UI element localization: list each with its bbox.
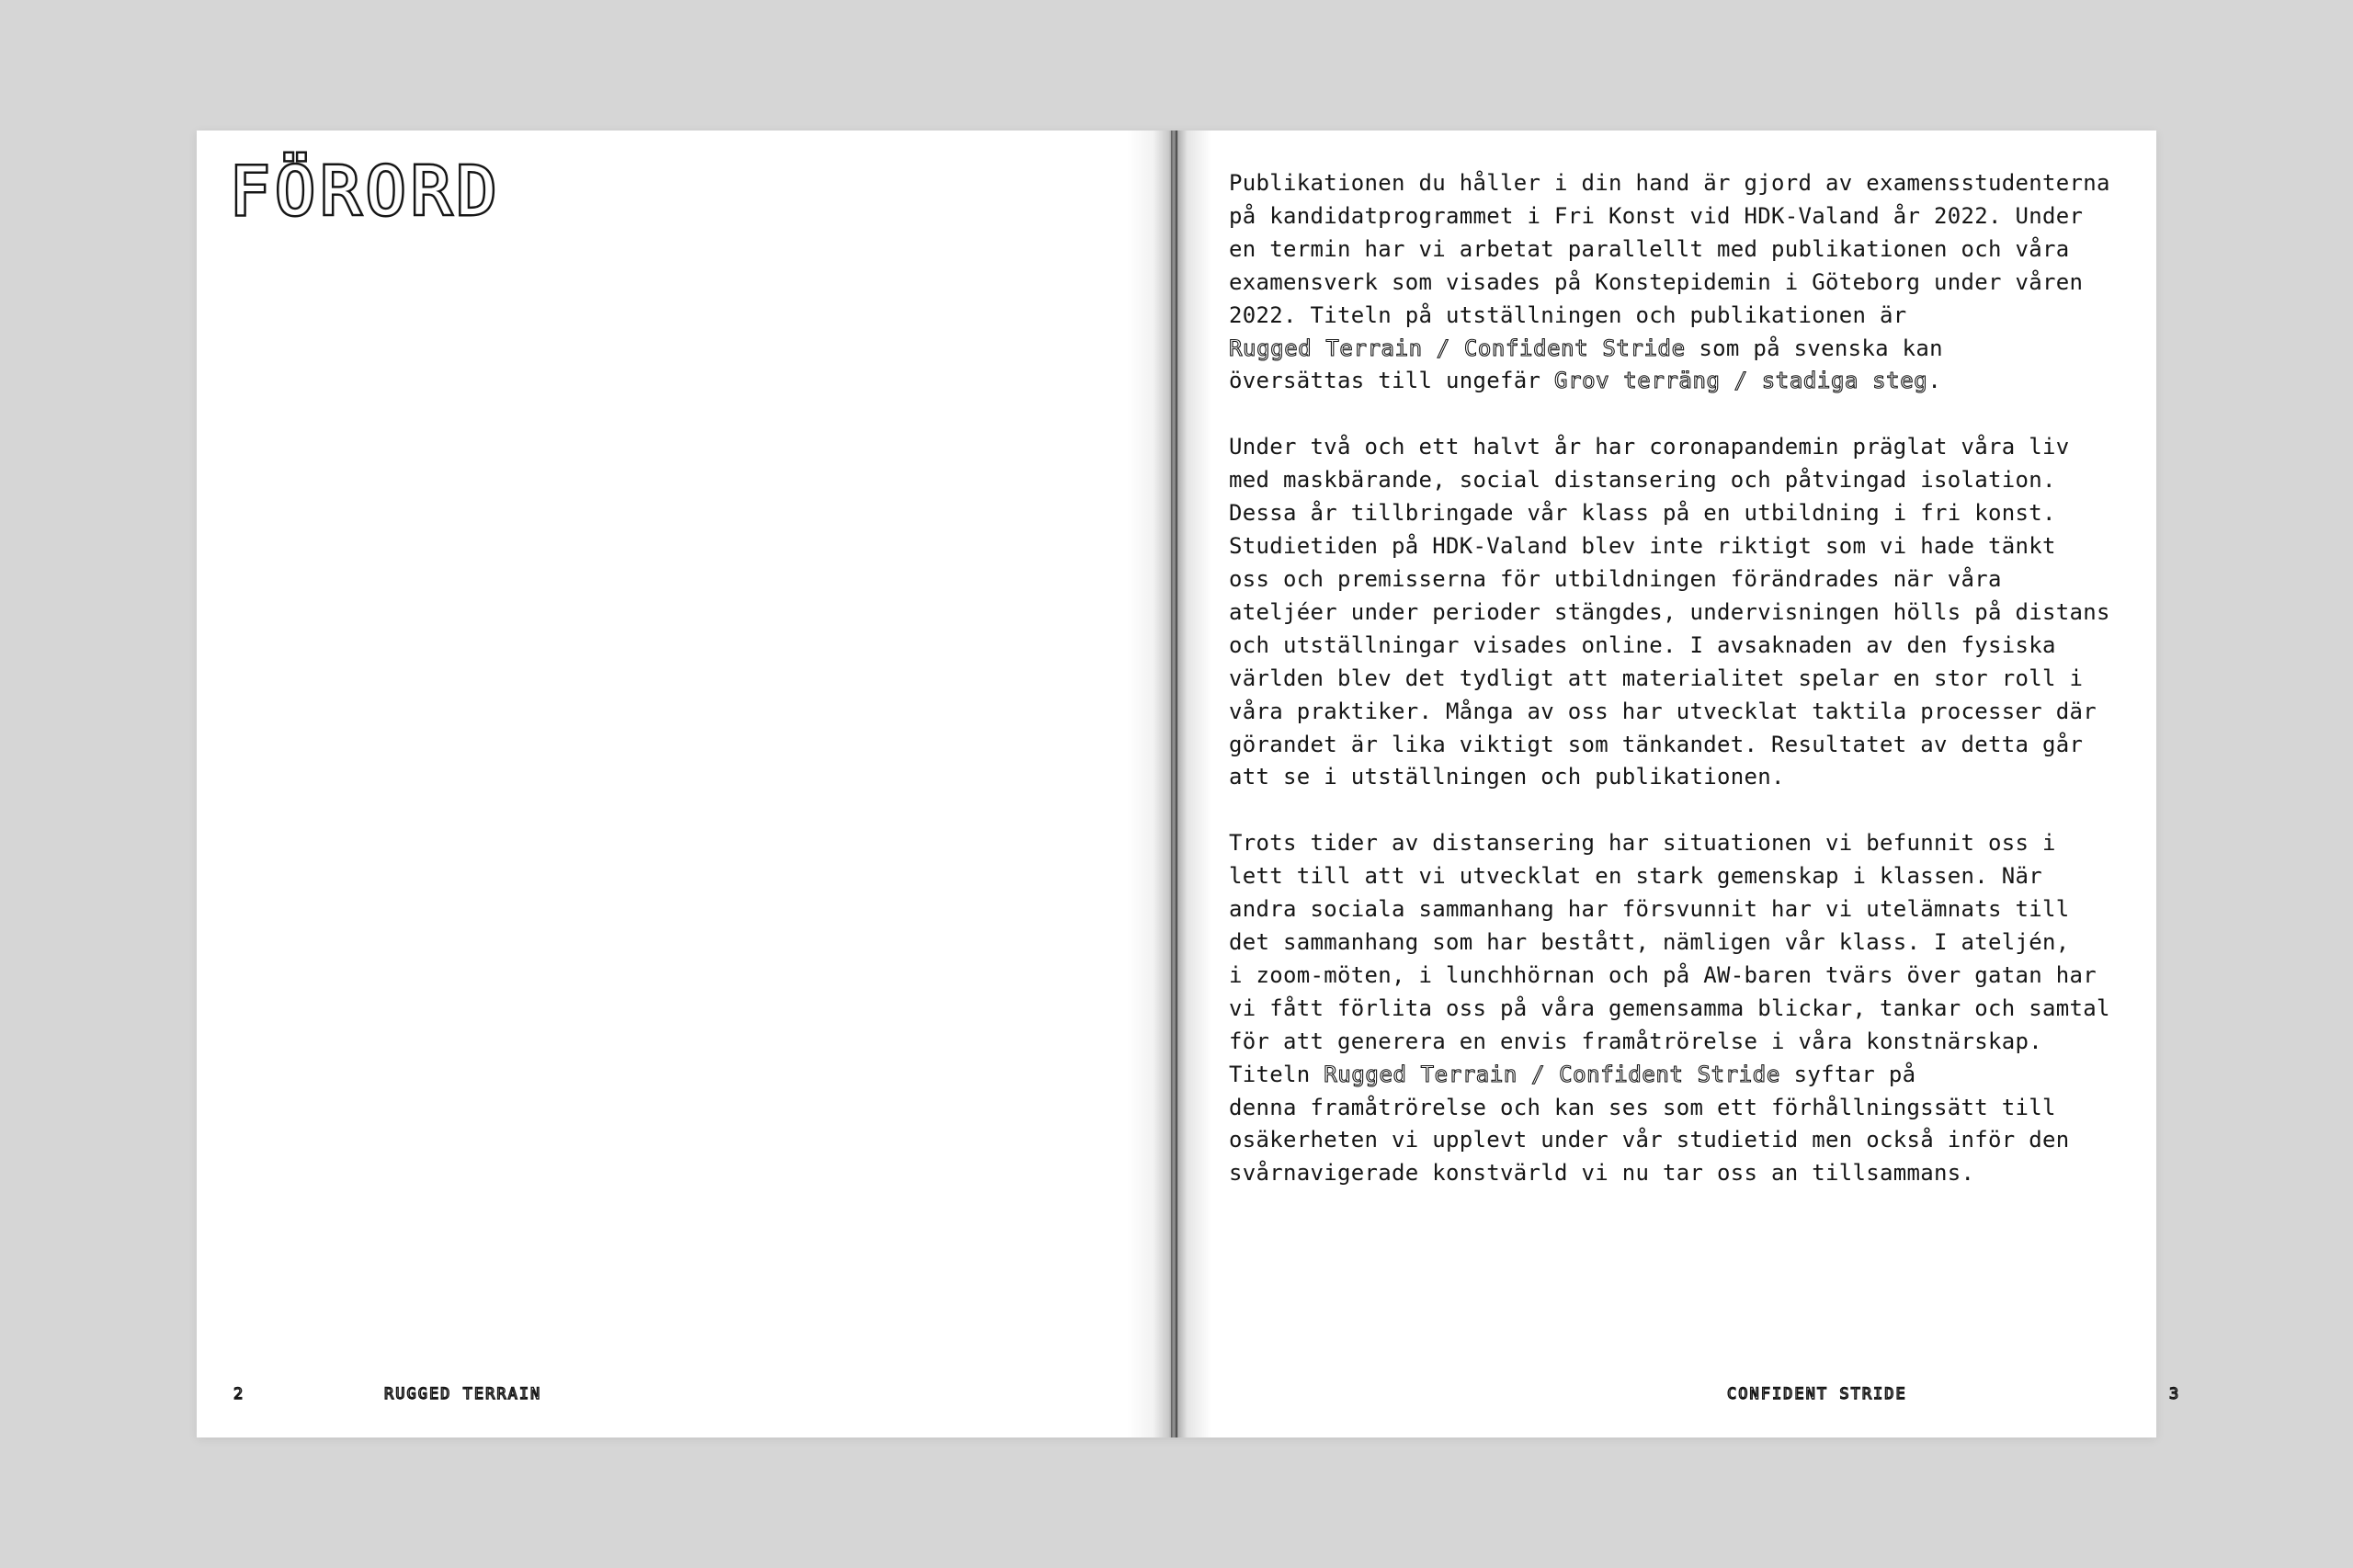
title-emphasis: Rugged Terrain / Confident Stride: [1324, 1061, 1780, 1087]
text-segment: Titeln: [1229, 1061, 1324, 1087]
text-line: [1229, 170, 2110, 196]
text-segment: denna framåtrörelse och kan ses som ett förhållningssätt till: [1229, 1094, 2056, 1120]
text-line: [1229, 896, 2069, 922]
text-line: [1229, 302, 1906, 328]
text-segment: Trots tider av distansering har situationen vi befunnit oss i: [1229, 830, 2056, 857]
body-paragraph: [1229, 167, 2139, 398]
text-line: [1229, 533, 2056, 559]
running-title-right: CONFIDENT STRIDE: [1727, 1385, 1907, 1403]
text-line: [1229, 1028, 2042, 1054]
text-segment: som på svenska kan: [1685, 335, 1943, 361]
text-line: [1229, 995, 2110, 1021]
text-line: [1229, 203, 2083, 229]
left-page-footer: [197, 1364, 1175, 1437]
text-segment: lett till att vi utvecklat en stark gemenskap i klassen. När: [1229, 863, 2042, 890]
title-emphasis: Rugged Terrain / Confident Stride: [1229, 335, 1686, 361]
text-segment: för att generera en envis framåtrörelse i våra konstnärskap.: [1229, 1028, 2042, 1054]
title-emphasis: Grov terräng / stadiga steg: [1553, 368, 1928, 394]
text-segment: Dessa år tillbringade vår klass på en utbildning i fri konst.: [1229, 500, 2056, 527]
text-line: [1229, 1095, 2056, 1120]
text-line: [1229, 1160, 1974, 1186]
text-segment: ateljéer under perioder stängdes, undervisningen hölls på distans: [1229, 598, 2110, 625]
text-segment: examensverk som visades på Konstepidemin i Göteborg under våren: [1229, 268, 2084, 295]
body-text: [1229, 167, 2139, 1223]
text-segment: oss och premisserna för utbildningen förändrades när våra: [1229, 565, 2002, 592]
text-line: [1229, 863, 2042, 889]
right-page-footer: [1175, 1364, 2181, 1437]
text-segment: görandet är lika viktigt som tänkandet. Resultatet av detta går: [1229, 731, 2084, 757]
text-line: [1229, 665, 2083, 691]
text-segment: det sammanhang som har bestått, nämligen vår klass. I ateljén,: [1229, 929, 2070, 956]
text-segment: och utställningar visades online. I avsaknaden av den fysiska: [1229, 631, 2056, 658]
text-segment: att se i utställningen och publikationen.: [1229, 764, 1785, 790]
text-line: [1229, 335, 1943, 361]
text-line: [1229, 1127, 2069, 1153]
book-spread: [197, 131, 2181, 1437]
book-spine: [1171, 131, 1177, 1437]
text-segment: osäkerheten vi upplevt under vår studietid men också inför den: [1229, 1127, 2070, 1153]
text-segment: svårnavigerade konstvärld vi nu tar oss an tillsammans.: [1229, 1160, 1975, 1187]
text-line: [1229, 929, 2069, 955]
body-paragraph: [1229, 827, 2139, 1190]
text-segment: på kandidatprogrammet i Fri Konst vid HDK-Valand år 2022. Under: [1229, 202, 2084, 229]
text-segment: 2022. Titeln på utställningen och publikationen är: [1229, 301, 1907, 328]
text-segment: andra sociala sammanhang har försvunnit har vi utelämnats till: [1229, 896, 2070, 923]
gutter-shadow-right: [1175, 131, 1211, 1437]
text-line: [1229, 467, 2056, 493]
page-heading: FÖRORD: [230, 153, 503, 230]
gutter-shadow-left: [1127, 131, 1175, 1437]
text-segment: Publikationen du håller i din hand är gjord av examensstudenterna: [1229, 170, 2110, 196]
text-segment: syftar på: [1779, 1061, 1916, 1087]
text-segment: med maskbärande, social distansering och påtvingad isolation.: [1229, 467, 2056, 494]
text-segment: i zoom-möten, i lunchhörnan och på AW-baren tvärs över gatan har: [1229, 961, 2097, 988]
page-number-left: 2: [233, 1385, 245, 1403]
text-line: [1229, 368, 1941, 393]
text-segment: Studietiden på HDK-Valand blev inte riktigt som vi hade tänkt: [1229, 533, 2056, 560]
text-segment: .: [1927, 368, 1942, 394]
text-segment: vi fått förlita oss på våra gemensamma blickar, tankar och samtal: [1229, 994, 2110, 1021]
text-line: [1229, 599, 2110, 625]
text-line: [1229, 699, 2097, 724]
text-line: [1229, 566, 2002, 592]
text-line: [1229, 1062, 1915, 1087]
text-line: [1229, 434, 2069, 460]
text-line: [1229, 962, 2097, 988]
text-line: [1229, 500, 2056, 526]
body-paragraph: [1229, 431, 2139, 794]
text-segment: en termin har vi arbetat parallellt med publikationen och våra: [1229, 235, 2070, 262]
text-line: [1229, 236, 2069, 262]
left-page: [197, 131, 1175, 1437]
text-line: [1229, 830, 2056, 856]
page-number-right: 3: [2169, 1385, 2181, 1403]
text-line: [1229, 632, 2056, 658]
running-title-left: RUGGED TERRAIN: [384, 1385, 542, 1403]
text-line: [1229, 732, 2083, 757]
text-line: [1229, 269, 2083, 295]
right-page: [1175, 131, 2181, 1437]
text-segment: Under två och ett halvt år har coronapandemin präglat våra liv: [1229, 434, 2070, 460]
text-line: [1229, 764, 1785, 790]
text-segment: översättas till ungefär: [1229, 368, 1554, 394]
text-segment: världen blev det tydligt att materialitet spelar en stor roll i: [1229, 665, 2084, 691]
text-segment: våra praktiker. Många av oss har utvecklat taktila processer där: [1229, 698, 2097, 724]
